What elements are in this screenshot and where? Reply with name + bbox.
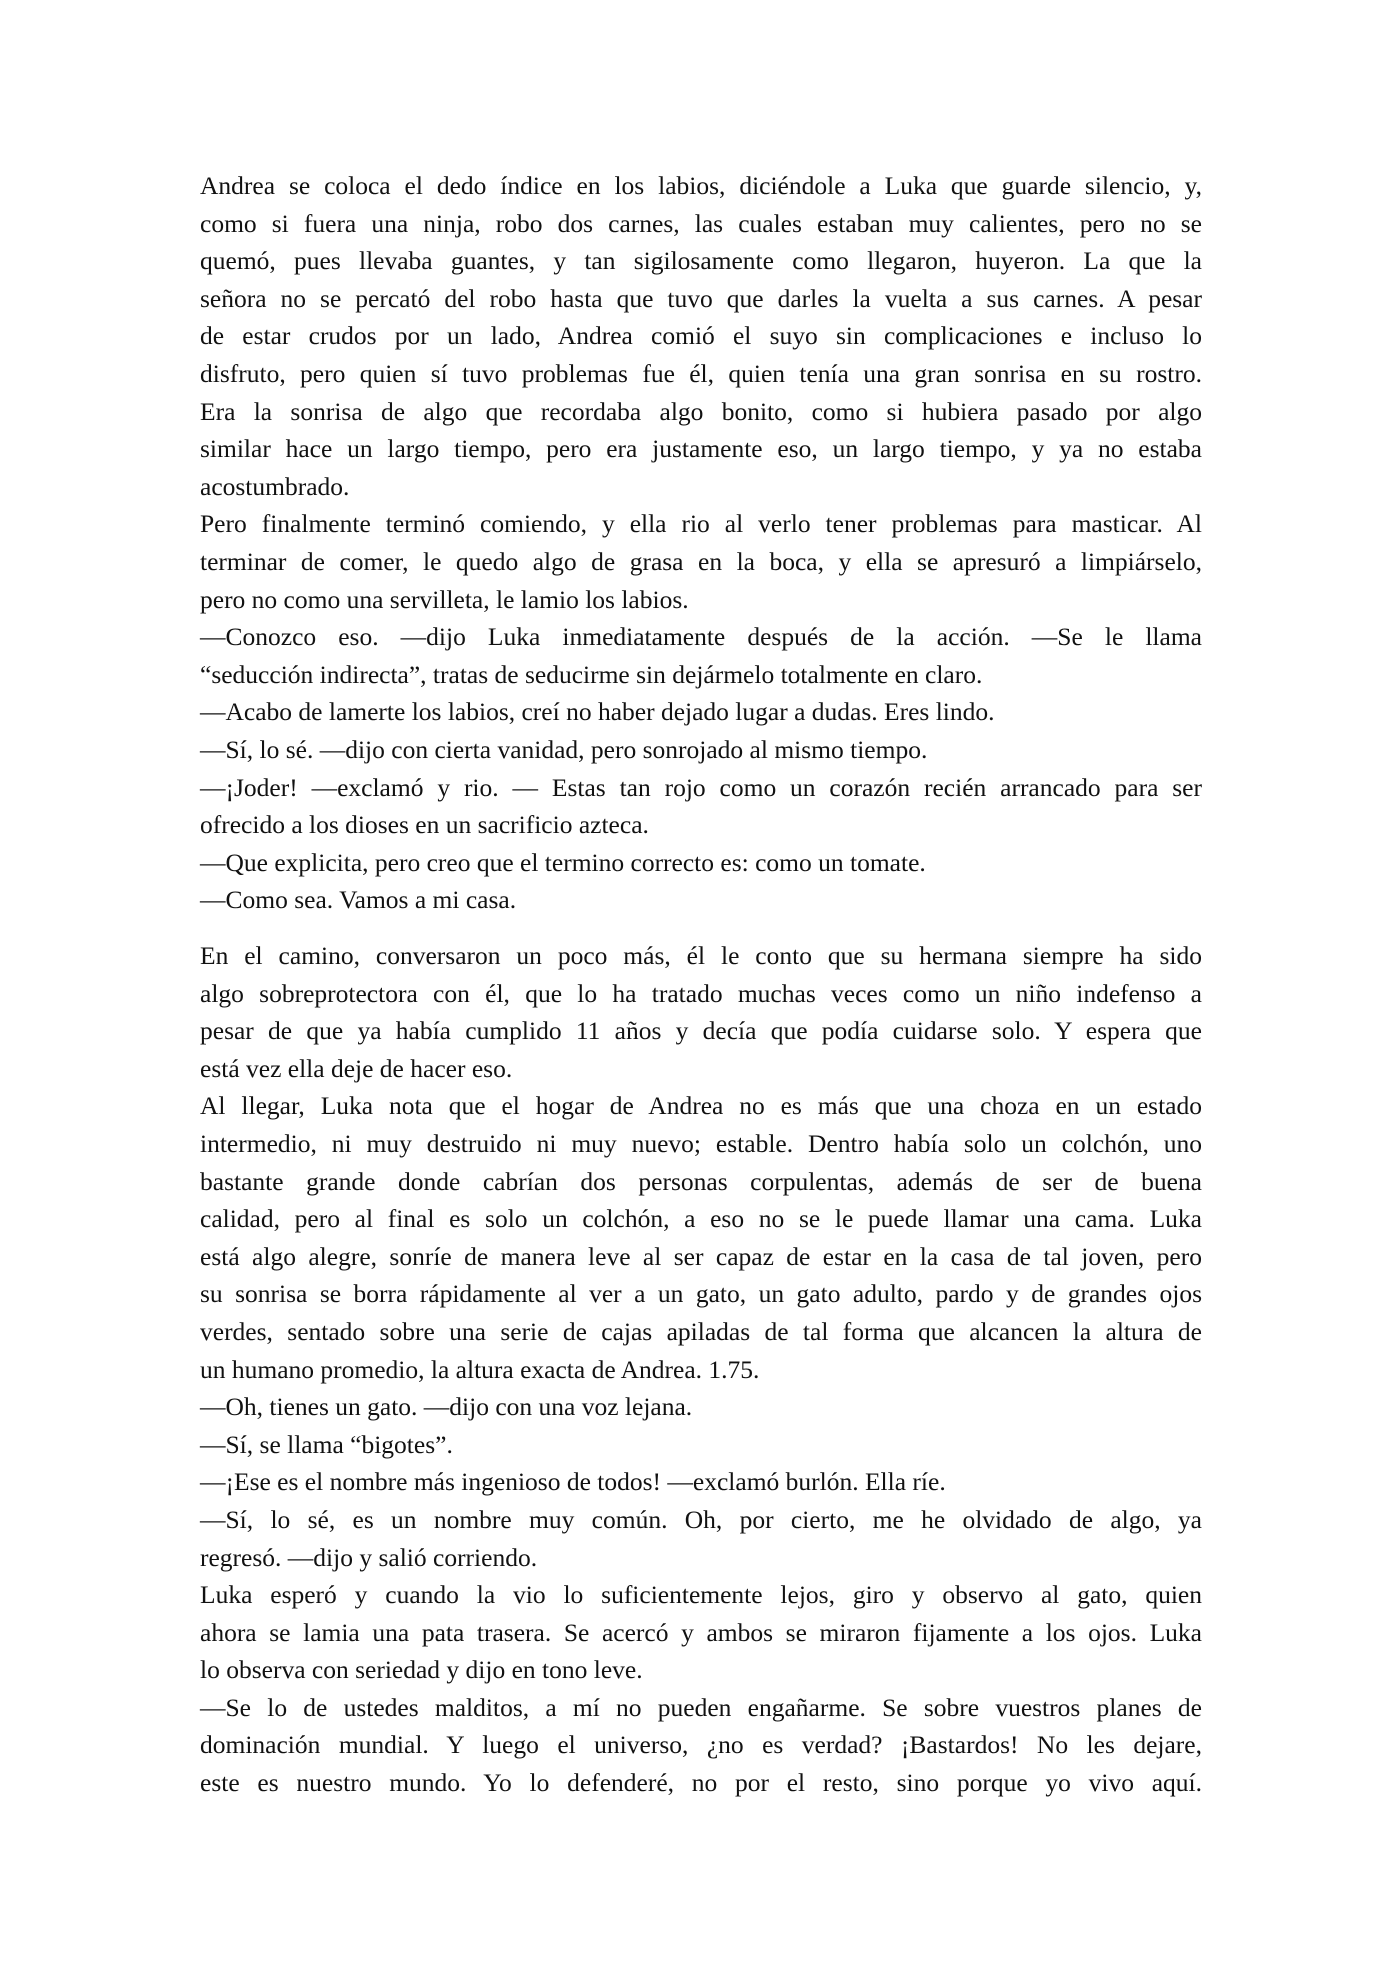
text-line: dominación mundial. Y luego el universo, ¿no es verdad? ¡Bastardos! No les dejare, (200, 1730, 1202, 1760)
text-line: —Acabo de lamerte los labios, creí no haber dejado lugar a dudas. Eres lindo. (200, 697, 995, 727)
text-line: —Conozco eso. —dijo Luka inmediatamente después de la acción. —Se le llama (200, 622, 1202, 652)
text-line: calidad, pero al final es solo un colchón, a eso no se le puede llamar una cama. Luka (200, 1204, 1202, 1234)
text-line: similar hace un largo tiempo, pero era justamente eso, un largo tiempo, y ya no estaba (200, 434, 1202, 464)
text-line: ofrecido a los dioses en un sacrificio azteca. (200, 810, 649, 840)
text-line: de estar crudos por un lado, Andrea comió el suyo sin complicaciones e incluso lo (200, 321, 1202, 351)
text-line: ahora se lamia una pata trasera. Se acercó y ambos se miraron fijamente a los ojos. Luka (200, 1617, 1202, 1647)
text-line: —¡Joder! —exclamó y rio. — Estas tan rojo como un corazón recién arrancado para ser (200, 772, 1202, 802)
text-line: Andrea se coloca el dedo índice en los labios, diciéndole a Luka que guarde silencio, y, (200, 171, 1202, 200)
text-line: Era la sonrisa de algo que recordaba algo bonito, como si hubiera pasado por algo (200, 396, 1202, 426)
text-line: este es nuestro mundo. Yo lo defenderé, no por el resto, sino porque yo vivo aquí. (200, 1768, 1202, 1798)
text-block-2 (200, 937, 1202, 1802)
text-line: pesar de que ya había cumplido 11 años y decía que podía cuidarse solo. Y espera que (200, 1016, 1202, 1046)
text-line: En el camino, conversaron un poco más, él le conto que su hermana siempre ha sido (200, 941, 1202, 970)
text-line: regresó. —dijo y salió corriendo. (200, 1542, 538, 1572)
text-line: —Sí, lo sé. —dijo con cierta vanidad, pero sonrojado al mismo tiempo. (200, 734, 928, 764)
text-line: intermedio, ni muy destruido ni muy nuevo; estable. Dentro había solo un colchón, uno (200, 1128, 1202, 1158)
text-line: Pero finalmente terminó comiendo, y ella rio al verlo tener problemas para masticar. Al (200, 509, 1202, 539)
text-line: lo observa con seriedad y dijo en tono leve. (200, 1655, 643, 1685)
text-line: pero no como una servilleta, le lamio los labios. (200, 584, 689, 614)
text-line: verdes, sentado sobre una serie de cajas apiladas de tal forma que alcancen la altura de (200, 1316, 1202, 1346)
text-line: —Como sea. Vamos a mi casa. (200, 885, 517, 915)
text-line: está vez ella deje de hacer eso. (200, 1053, 513, 1083)
text-line: terminar de comer, le quedo algo de grasa en la boca, y ella se apresuró a limpiárselo, (200, 546, 1202, 576)
text-line: Luka esperó y cuando la vio lo suficientemente lejos, giro y observo al gato, quien (200, 1580, 1202, 1610)
text-line: acostumbrado. (200, 471, 350, 501)
text-line: un humano promedio, la altura exacta de Andrea. 1.75. (200, 1354, 760, 1384)
text-line: —Que explicita, pero creo que el termino correcto es: como un tomate. (200, 847, 926, 877)
text-block-1 (200, 167, 1202, 919)
text-line: como si fuera una ninja, robo dos carnes, las cuales estaban muy calientes, pero no se (200, 208, 1202, 238)
text-line: —Sí, se llama “bigotes”. (200, 1429, 453, 1459)
text-line: —Sí, lo sé, es un nombre muy común. Oh, por cierto, me he olvidado de algo, ya (200, 1504, 1202, 1534)
text-line: Al llegar, Luka nota que el hogar de Andrea no es más que una choza en un estado (200, 1091, 1202, 1121)
text-line: quemó, pues llevaba guantes, y tan sigilosamente como llegaron, huyeron. La que la (200, 246, 1202, 276)
text-line: —¡Ese es el nombre más ingenioso de todos! —exclamó burlón. Ella ríe. (200, 1467, 946, 1497)
text-line: disfruto, pero quien sí tuvo problemas fue él, quien tenía una gran sonrisa en su rostro. (200, 358, 1202, 388)
text-line: “seducción indirecta”, tratas de seducirme sin dejármelo totalmente en claro. (200, 659, 983, 689)
text-line: bastante grande donde cabrían dos personas corpulentas, además de ser de buena (200, 1166, 1202, 1196)
text-line: señora no se percató del robo hasta que tuvo que darles la vuelta a sus carnes. A pesar (200, 283, 1202, 313)
text-line: su sonrisa se borra rápidamente al ver a un gato, un gato adulto, pardo y de grandes ojos (200, 1279, 1202, 1309)
text-line: está algo alegre, sonríe de manera leve al ser capaz de estar en la casa de tal joven, pero (200, 1241, 1202, 1271)
text-line: algo sobreprotectora con él, que lo ha tratado muchas veces como un niño indefenso a (200, 978, 1202, 1008)
text-line: —Oh, tienes un gato. —dijo con una voz lejana. (200, 1392, 693, 1422)
text-line: —Se lo de ustedes malditos, a mí no pueden engañarme. Se sobre vuestros planes de (200, 1692, 1202, 1722)
